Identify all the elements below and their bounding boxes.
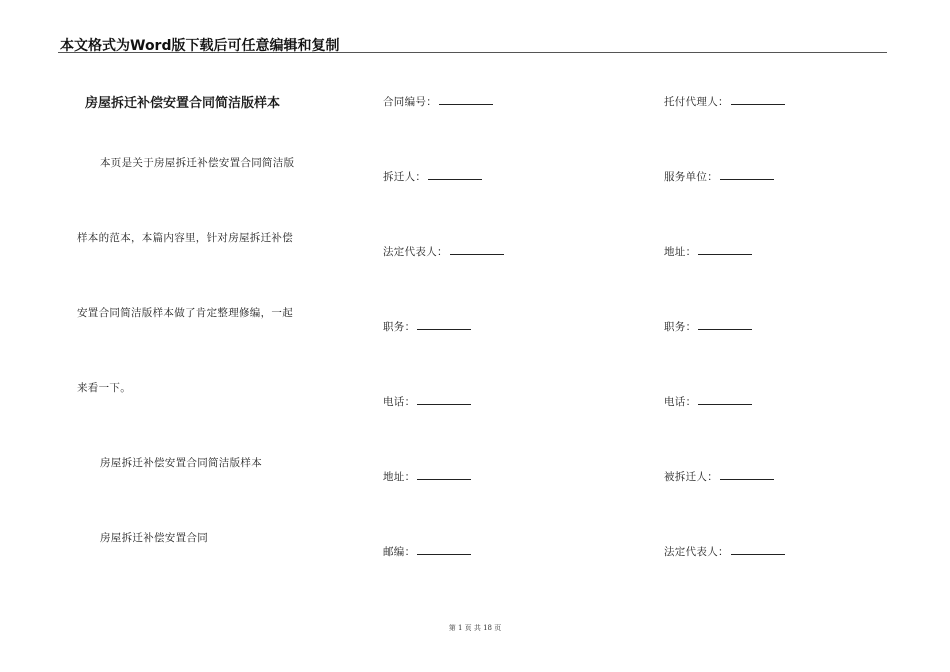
blank-line [428,169,482,180]
field-label: 电话： [383,396,416,408]
field-phone [383,394,471,409]
paragraph-subtitle: 房屋拆迁补偿安置合同简洁版样本 [100,457,262,469]
blank-line [439,94,493,105]
blank-line [698,319,752,330]
field-service-unit [664,169,774,184]
paragraph-line-3: 安置合同简洁版样本做了肯定整理修编，一起 [77,307,293,319]
field-relocator [383,169,482,184]
blank-line [698,394,752,405]
paragraph-line-1: 本页是关于房屋拆迁补偿安置合同简洁版 [100,157,295,169]
field-legal-representative [383,244,504,259]
blank-line [417,469,471,480]
field-position [664,319,752,334]
field-label: 法定代表人： [664,546,729,558]
blank-line [731,544,785,555]
field-address [664,244,752,259]
field-legal-representative [664,544,785,559]
blank-line [417,544,471,555]
field-label: 职务： [664,321,697,333]
blank-line [720,169,774,180]
blank-line [698,244,752,255]
page-number-footer: 第 1 页 共 18 页 [448,624,502,632]
field-label: 地址： [664,246,697,258]
field-label: 邮编： [383,546,416,558]
header-divider [58,52,887,53]
blank-line [417,319,471,330]
blank-line [731,94,785,105]
field-position [383,319,471,334]
field-label: 托付代理人： [664,96,729,108]
document-title: 房屋拆迁补偿安置合同简洁版样本 [85,96,281,111]
field-authorized-agent [664,94,785,109]
blank-line [417,394,471,405]
field-label: 电话： [664,396,697,408]
field-phone [664,394,752,409]
field-contract-number [383,94,493,109]
blank-line [450,244,504,255]
field-label: 法定代表人： [383,246,448,258]
header-title: 本文格式为Word版下载后可任意编辑和复制 [60,38,340,54]
field-label: 合同编号： [383,96,437,108]
field-label: 职务： [383,321,416,333]
field-label: 被拆迁人： [664,471,718,483]
field-label: 地址： [383,471,416,483]
field-relocatee [664,469,774,484]
field-label: 服务单位： [664,171,718,183]
field-label: 拆迁人： [383,171,427,183]
field-address [383,469,471,484]
field-postcode [383,544,471,559]
paragraph-contract-heading: 房屋拆迁补偿安置合同 [100,532,208,544]
paragraph-line-2: 样本的范本，本篇内容里，针对房屋拆迁补偿 [77,232,293,244]
paragraph-line-4: 来看一下。 [77,382,131,394]
blank-line [720,469,774,480]
